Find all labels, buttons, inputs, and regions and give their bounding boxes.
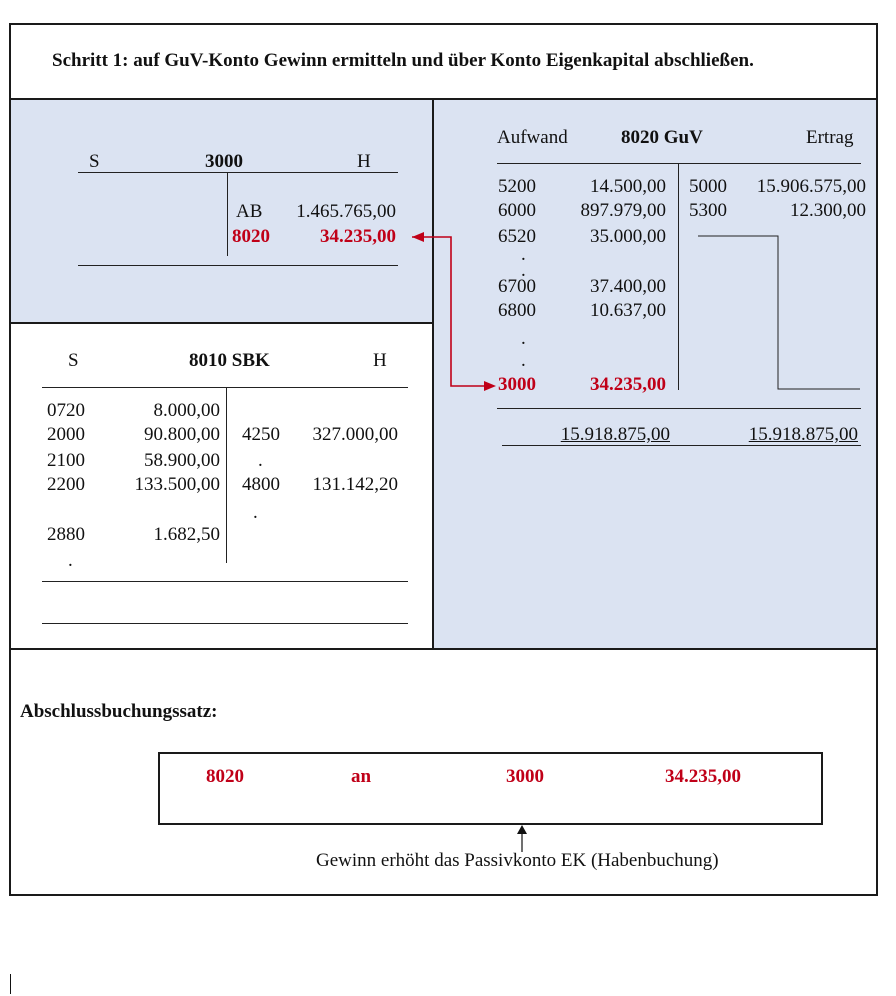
account-8010-credit-label: H [373,350,387,371]
account-8020-total-line [497,408,861,409]
closing-entry-box [158,752,823,825]
entry-code: 6800 [498,300,536,321]
entry-code: 4250 [242,424,280,445]
account-8010-total-line [42,581,408,582]
account-8010-debit-label: S [68,350,79,371]
entry-amount: 58.900,00 [144,450,220,471]
entry-code: 2000 [47,424,85,445]
entry-code: 0720 [47,400,85,421]
entry-code: 5300 [689,200,727,221]
transfer-arrow [400,226,510,396]
entry-code: 8020 [232,226,270,247]
balance-filler-line [690,230,865,395]
entry-code: 2200 [47,474,85,495]
entry-code: 4800 [242,474,280,495]
entry-amount: 8.000,00 [153,400,220,421]
ellipsis-dot: . [253,502,258,523]
entry-amount: 1.465.765,00 [296,201,396,222]
entry-code: 5000 [689,176,727,197]
entry-amount: 12.300,00 [790,200,866,221]
ellipsis-dot: . [258,450,263,471]
entry-code: 6700 [498,276,536,297]
ellipsis-dot: . [68,550,73,571]
closing-debit-account: 8020 [206,766,244,787]
t-account-bar [42,387,408,388]
account-8020-title: 8020 GuV [621,127,703,148]
account-8010-sum-line [42,623,408,624]
left-section-divider [10,322,433,324]
closing-credit-account: 3000 [506,766,544,787]
entry-amount: 10.637,00 [590,300,666,321]
account-8020-left-label: Aufwand [497,127,568,148]
entry-amount: 90.800,00 [144,424,220,445]
entry-code: AB [236,201,263,222]
entry-amount: 34.235,00 [320,226,396,247]
sum-rule [502,445,861,446]
entry-amount: 34.235,00 [590,374,666,395]
entry-amount: 35.000,00 [590,226,666,247]
t-account-bar [78,172,398,173]
ellipsis-dot: . [521,328,526,349]
ellipsis-dot: . [521,260,526,281]
entry-code: 2880 [47,524,85,545]
closing-amount: 34.235,00 [665,766,741,787]
account-3000-title: 3000 [205,151,243,172]
entry-amount: 15.906.575,00 [756,176,866,197]
ellipsis-dot: . [521,244,526,265]
bottom-section-divider [10,648,877,650]
entry-amount: 133.500,00 [134,474,220,495]
entry-amount: 14.500,00 [590,176,666,197]
entry-code: 3000 [498,374,536,395]
header-divider [10,98,877,100]
entry-amount: 131.142,20 [312,474,398,495]
closing-connector: an [351,766,372,787]
account-8010-title: 8010 SBK [189,350,270,371]
t-account-stem [678,163,679,390]
entry-code: 6520 [498,226,536,247]
entry-amount: 37.400,00 [590,276,666,297]
account-8020-right-label: Ertrag [806,127,854,148]
entry-code: 6000 [498,200,536,221]
account-3000-closing-line [78,265,398,266]
entry-amount: 1.682,50 [153,524,220,545]
entry-code: 5200 [498,176,536,197]
ellipsis-dot: . [521,350,526,371]
entry-code: 2100 [47,450,85,471]
page-title: Schritt 1: auf GuV-Konto Gewinn ermitteln und über Konto Eigenkapital abschließen. [52,50,754,71]
entry-amount: 327.000,00 [312,424,398,445]
closing-note: Gewinn erhöht das Passivkonto EK (Habenbuchung) [316,850,719,871]
t-account-stem [227,172,228,256]
sum-debit: 15.918.875,00 [560,424,670,445]
closing-heading: Abschlussbuchungssatz: [20,701,218,722]
text-cursor-mark [10,974,11,994]
entry-amount: 897.979,00 [580,200,666,221]
t-account-bar [497,163,861,164]
sum-credit: 15.918.875,00 [748,424,858,445]
account-3000-credit-label: H [357,151,371,172]
account-3000-debit-label: S [89,151,100,172]
t-account-stem [226,387,227,563]
